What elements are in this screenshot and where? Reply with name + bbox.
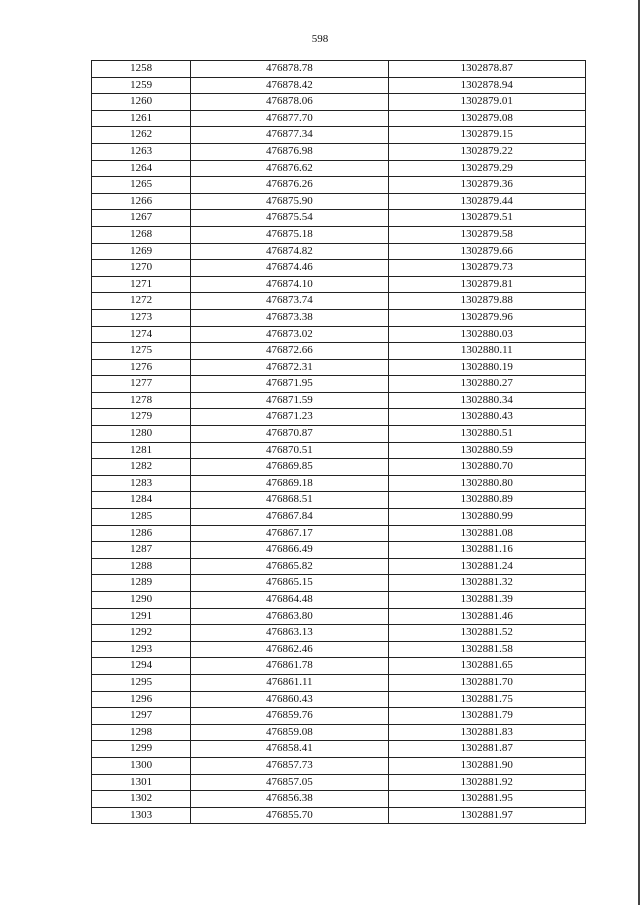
point-number-cell: 1280 xyxy=(92,426,191,443)
table-row xyxy=(92,359,586,376)
x-coordinate-cell: 476857.05 xyxy=(191,774,388,791)
table-row xyxy=(92,509,586,526)
x-coordinate-cell: 476865.82 xyxy=(191,558,388,575)
y-coordinate-cell: 1302881.16 xyxy=(388,542,585,559)
table-row xyxy=(92,558,586,575)
y-coordinate-cell: 1302879.22 xyxy=(388,143,585,160)
x-coordinate-cell: 476870.51 xyxy=(191,442,388,459)
point-number-cell: 1282 xyxy=(92,459,191,476)
point-number-cell: 1259 xyxy=(92,77,191,94)
y-coordinate-cell: 1302880.34 xyxy=(388,392,585,409)
point-number-cell: 1278 xyxy=(92,392,191,409)
point-number-cell: 1265 xyxy=(92,177,191,194)
point-number-cell: 1268 xyxy=(92,226,191,243)
x-coordinate-cell: 476872.31 xyxy=(191,359,388,376)
point-number-cell: 1296 xyxy=(92,691,191,708)
x-coordinate-cell: 476876.98 xyxy=(191,143,388,160)
table-row xyxy=(92,542,586,559)
x-coordinate-cell: 476871.59 xyxy=(191,392,388,409)
table-row xyxy=(92,791,586,808)
y-coordinate-cell: 1302879.36 xyxy=(388,177,585,194)
table-row xyxy=(92,724,586,741)
y-coordinate-cell: 1302880.59 xyxy=(388,442,585,459)
table-row xyxy=(92,226,586,243)
table-row xyxy=(92,442,586,459)
x-coordinate-cell: 476875.54 xyxy=(191,210,388,227)
x-coordinate-cell: 476877.34 xyxy=(191,127,388,144)
table-row xyxy=(92,143,586,160)
point-number-cell: 1258 xyxy=(92,61,191,78)
y-coordinate-cell: 1302881.52 xyxy=(388,625,585,642)
y-coordinate-cell: 1302881.24 xyxy=(388,558,585,575)
table-row xyxy=(92,61,586,78)
point-number-cell: 1283 xyxy=(92,475,191,492)
y-coordinate-cell: 1302879.66 xyxy=(388,243,585,260)
point-number-cell: 1263 xyxy=(92,143,191,160)
x-coordinate-cell: 476863.80 xyxy=(191,608,388,625)
point-number-cell: 1275 xyxy=(92,343,191,360)
x-coordinate-cell: 476867.17 xyxy=(191,525,388,542)
point-number-cell: 1260 xyxy=(92,94,191,111)
x-coordinate-cell: 476861.78 xyxy=(191,658,388,675)
x-coordinate-cell: 476873.02 xyxy=(191,326,388,343)
y-coordinate-cell: 1302881.70 xyxy=(388,674,585,691)
table-row xyxy=(92,691,586,708)
y-coordinate-cell: 1302881.58 xyxy=(388,641,585,658)
x-coordinate-cell: 476871.95 xyxy=(191,376,388,393)
x-coordinate-cell: 476869.18 xyxy=(191,475,388,492)
y-coordinate-cell: 1302879.96 xyxy=(388,309,585,326)
x-coordinate-cell: 476861.11 xyxy=(191,674,388,691)
table-row xyxy=(92,160,586,177)
point-number-cell: 1271 xyxy=(92,276,191,293)
y-coordinate-cell: 1302880.27 xyxy=(388,376,585,393)
point-number-cell: 1291 xyxy=(92,608,191,625)
y-coordinate-cell: 1302881.32 xyxy=(388,575,585,592)
y-coordinate-cell: 1302881.97 xyxy=(388,807,585,824)
point-number-cell: 1281 xyxy=(92,442,191,459)
table-row xyxy=(92,459,586,476)
point-number-cell: 1293 xyxy=(92,641,191,658)
table-row xyxy=(92,243,586,260)
y-coordinate-cell: 1302881.83 xyxy=(388,724,585,741)
table-row xyxy=(92,326,586,343)
point-number-cell: 1270 xyxy=(92,260,191,277)
table-row xyxy=(92,343,586,360)
table-row xyxy=(92,260,586,277)
table-row xyxy=(92,807,586,824)
table-row xyxy=(92,525,586,542)
y-coordinate-cell: 1302879.51 xyxy=(388,210,585,227)
table-row xyxy=(92,210,586,227)
y-coordinate-cell: 1302879.44 xyxy=(388,193,585,210)
y-coordinate-cell: 1302879.29 xyxy=(388,160,585,177)
table-row xyxy=(92,492,586,509)
table-row xyxy=(92,293,586,310)
x-coordinate-cell: 476873.74 xyxy=(191,293,388,310)
table-row xyxy=(92,741,586,758)
x-coordinate-cell: 476874.82 xyxy=(191,243,388,260)
table-row xyxy=(92,110,586,127)
page-number: 598 xyxy=(311,33,329,45)
y-coordinate-cell: 1302880.19 xyxy=(388,359,585,376)
point-number-cell: 1262 xyxy=(92,127,191,144)
point-number-cell: 1301 xyxy=(92,774,191,791)
y-coordinate-cell: 1302879.08 xyxy=(388,110,585,127)
point-number-cell: 1300 xyxy=(92,757,191,774)
table-row xyxy=(92,376,586,393)
x-coordinate-cell: 476855.70 xyxy=(191,807,388,824)
x-coordinate-cell: 476875.90 xyxy=(191,193,388,210)
point-number-cell: 1299 xyxy=(92,741,191,758)
point-number-cell: 1264 xyxy=(92,160,191,177)
y-coordinate-cell: 1302881.79 xyxy=(388,708,585,725)
y-coordinate-cell: 1302880.51 xyxy=(388,426,585,443)
point-number-cell: 1273 xyxy=(92,309,191,326)
table-row xyxy=(92,708,586,725)
x-coordinate-cell: 476876.62 xyxy=(191,160,388,177)
point-number-cell: 1272 xyxy=(92,293,191,310)
y-coordinate-cell: 1302879.15 xyxy=(388,127,585,144)
x-coordinate-cell: 476870.87 xyxy=(191,426,388,443)
x-coordinate-cell: 476856.38 xyxy=(191,791,388,808)
x-coordinate-cell: 476876.26 xyxy=(191,177,388,194)
point-number-cell: 1287 xyxy=(92,542,191,559)
table-row xyxy=(92,757,586,774)
point-number-cell: 1277 xyxy=(92,376,191,393)
y-coordinate-cell: 1302878.87 xyxy=(388,61,585,78)
x-coordinate-cell: 476871.23 xyxy=(191,409,388,426)
x-coordinate-cell: 476863.13 xyxy=(191,625,388,642)
table-row xyxy=(92,392,586,409)
table-row xyxy=(92,309,586,326)
table-row xyxy=(92,475,586,492)
y-coordinate-cell: 1302878.94 xyxy=(388,77,585,94)
point-number-cell: 1267 xyxy=(92,210,191,227)
x-coordinate-cell: 476860.43 xyxy=(191,691,388,708)
point-number-cell: 1302 xyxy=(92,791,191,808)
x-coordinate-cell: 476878.78 xyxy=(191,61,388,78)
point-number-cell: 1292 xyxy=(92,625,191,642)
point-number-cell: 1289 xyxy=(92,575,191,592)
x-coordinate-cell: 476877.70 xyxy=(191,110,388,127)
table-row xyxy=(92,177,586,194)
point-number-cell: 1274 xyxy=(92,326,191,343)
y-coordinate-cell: 1302879.58 xyxy=(388,226,585,243)
x-coordinate-cell: 476867.84 xyxy=(191,509,388,526)
coordinates-table-body xyxy=(92,61,586,824)
x-coordinate-cell: 476864.48 xyxy=(191,592,388,609)
table-row xyxy=(92,77,586,94)
y-coordinate-cell: 1302880.03 xyxy=(388,326,585,343)
table-row xyxy=(92,592,586,609)
table-row xyxy=(92,774,586,791)
x-coordinate-cell: 476873.38 xyxy=(191,309,388,326)
point-number-cell: 1261 xyxy=(92,110,191,127)
table-row xyxy=(92,426,586,443)
y-coordinate-cell: 1302879.88 xyxy=(388,293,585,310)
x-coordinate-cell: 476875.18 xyxy=(191,226,388,243)
y-coordinate-cell: 1302879.73 xyxy=(388,260,585,277)
y-coordinate-cell: 1302880.99 xyxy=(388,509,585,526)
x-coordinate-cell: 476874.46 xyxy=(191,260,388,277)
point-number-cell: 1266 xyxy=(92,193,191,210)
x-coordinate-cell: 476862.46 xyxy=(191,641,388,658)
y-coordinate-cell: 1302881.92 xyxy=(388,774,585,791)
y-coordinate-cell: 1302881.08 xyxy=(388,525,585,542)
y-coordinate-cell: 1302881.75 xyxy=(388,691,585,708)
x-coordinate-cell: 476858.41 xyxy=(191,741,388,758)
x-coordinate-cell: 476859.08 xyxy=(191,724,388,741)
y-coordinate-cell: 1302879.81 xyxy=(388,276,585,293)
point-number-cell: 1269 xyxy=(92,243,191,260)
point-number-cell: 1285 xyxy=(92,509,191,526)
y-coordinate-cell: 1302880.11 xyxy=(388,343,585,360)
table-row xyxy=(92,658,586,675)
x-coordinate-cell: 476857.73 xyxy=(191,757,388,774)
point-number-cell: 1288 xyxy=(92,558,191,575)
y-coordinate-cell: 1302881.39 xyxy=(388,592,585,609)
y-coordinate-cell: 1302881.87 xyxy=(388,741,585,758)
table-row xyxy=(92,193,586,210)
point-number-cell: 1286 xyxy=(92,525,191,542)
point-number-cell: 1298 xyxy=(92,724,191,741)
x-coordinate-cell: 476868.51 xyxy=(191,492,388,509)
point-number-cell: 1276 xyxy=(92,359,191,376)
y-coordinate-cell: 1302881.65 xyxy=(388,658,585,675)
table-row xyxy=(92,127,586,144)
table-row xyxy=(92,625,586,642)
point-number-cell: 1303 xyxy=(92,807,191,824)
coordinates-table xyxy=(91,60,586,824)
table-row xyxy=(92,575,586,592)
table-row xyxy=(92,409,586,426)
table-row xyxy=(92,94,586,111)
y-coordinate-cell: 1302880.80 xyxy=(388,475,585,492)
y-coordinate-cell: 1302880.43 xyxy=(388,409,585,426)
point-number-cell: 1295 xyxy=(92,674,191,691)
x-coordinate-cell: 476865.15 xyxy=(191,575,388,592)
y-coordinate-cell: 1302881.46 xyxy=(388,608,585,625)
y-coordinate-cell: 1302880.89 xyxy=(388,492,585,509)
x-coordinate-cell: 476872.66 xyxy=(191,343,388,360)
x-coordinate-cell: 476878.06 xyxy=(191,94,388,111)
table-row xyxy=(92,276,586,293)
point-number-cell: 1279 xyxy=(92,409,191,426)
point-number-cell: 1297 xyxy=(92,708,191,725)
y-coordinate-cell: 1302880.70 xyxy=(388,459,585,476)
table-row xyxy=(92,641,586,658)
point-number-cell: 1294 xyxy=(92,658,191,675)
y-coordinate-cell: 1302881.90 xyxy=(388,757,585,774)
point-number-cell: 1284 xyxy=(92,492,191,509)
y-coordinate-cell: 1302879.01 xyxy=(388,94,585,111)
x-coordinate-cell: 476874.10 xyxy=(191,276,388,293)
y-coordinate-cell: 1302881.95 xyxy=(388,791,585,808)
x-coordinate-cell: 476866.49 xyxy=(191,542,388,559)
point-number-cell: 1290 xyxy=(92,592,191,609)
table-row xyxy=(92,674,586,691)
table-row xyxy=(92,608,586,625)
x-coordinate-cell: 476859.76 xyxy=(191,708,388,725)
x-coordinate-cell: 476878.42 xyxy=(191,77,388,94)
x-coordinate-cell: 476869.85 xyxy=(191,459,388,476)
